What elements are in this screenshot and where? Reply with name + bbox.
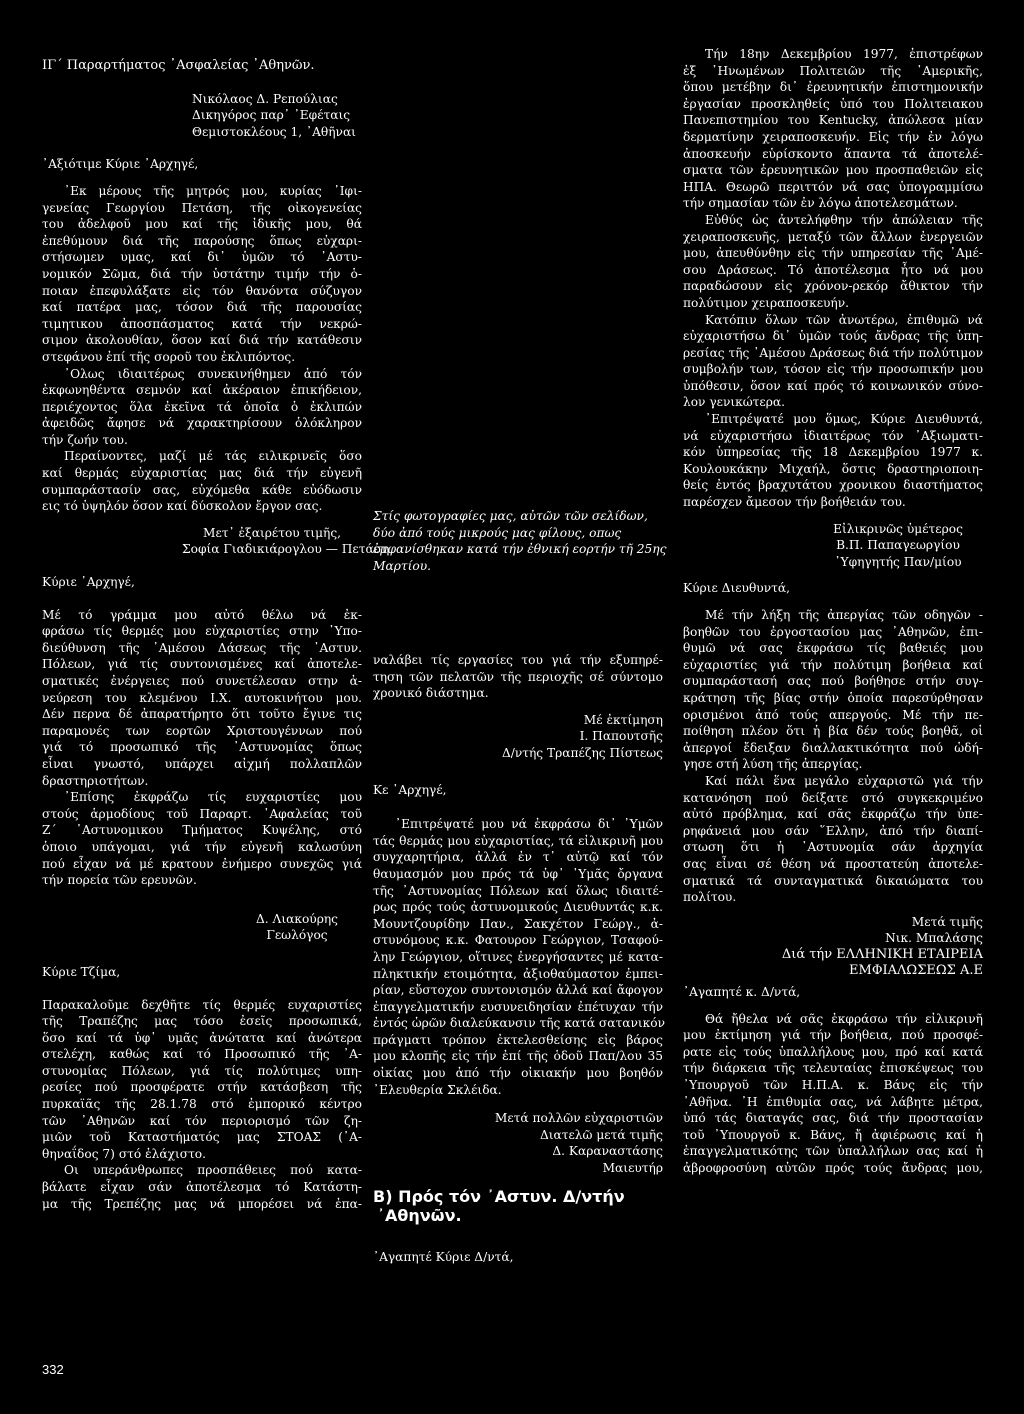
text-line: τήν σημασίαν τῶν ἐν λόγω ἀποτελεσμάτων.	[683, 196, 958, 211]
section-subheading	[373, 1187, 663, 1225]
text-line: ποίθηση πλέον ὅτι ἡ βία δέν τούς βοηθᾶ, οἱ	[683, 724, 983, 739]
text-line: στυνομίας Πόλεων, γιά τίς πολύτιμες υπη-	[42, 1063, 362, 1078]
text-line: τῆς Τραπέζης μας τόσο ἐσεῖς προσωπικά,	[42, 1014, 362, 1029]
paragraph	[373, 816, 663, 1098]
text-line: Παρακαλοῦμε δεχθῆτε τίς θερμές ευχαριστίες	[42, 997, 362, 1012]
signature-line: Δ. Λιακούρης	[255, 911, 339, 926]
text-line: φράσω τίς θερμές μου εὐχαριστίες στην ᾿Υπο-	[42, 624, 362, 639]
signature-line: Δ/ντής Τραπέζης Πίστεως	[501, 745, 663, 760]
text-line: Στίς φωτογραφίες μας, αὐτῶν τῶν σελίδων,	[373, 509, 648, 523]
signature-line: Διά τήν ΕΛΛΗΝΙΚΗ ΕΤΑΙΡΕΙΑ	[781, 946, 983, 962]
text-line: ᾿Εκ μέρους τῆς μητρός μου, κυρίας ᾿Ιφι-	[64, 183, 362, 198]
section-header: ΙΓ΄ Παραρτήματος ᾿Ασφαλείας ᾿Αθηνῶν.	[42, 58, 315, 73]
text-line: Καί πάλι ἕνα μεγάλο εὐχαριστῶ γιά τήν	[705, 773, 983, 788]
text-line: μου, ἀπευθύνθην εἰς τήν υπηρεσίαν τῆς ᾿Αμέ-	[683, 246, 983, 261]
text-line: ἐντός ὡρῶν διαλεύκανσιν τῆς κατά σατανικόν	[373, 1016, 665, 1031]
text-line: συμπαράστασή σας πού βοήθησε στήν συγ-	[683, 674, 983, 689]
paragraph	[42, 997, 362, 1163]
signature-line: Διατελῶ μετά τιμῆς	[539, 1127, 663, 1142]
text-line: δύο ἀπό τούς μικρούς μας φίλους, οπως	[373, 525, 622, 540]
text-line: νεύρεση του κλεμένου Ι.Χ. αυτοκινήτου μου.	[42, 690, 362, 705]
signature-line: Μαιευτήρ	[602, 1161, 663, 1176]
text-line: παρέσχεν ἄμεσον τήν βοήθειάν του.	[683, 495, 906, 510]
text-line: Πόλεων, γιά τίς συντονισμένες καί ἀποτελε-	[42, 657, 362, 672]
text-line: θαυμασμόν μου πρός τά ὑφ᾿ ᾿Υμᾶς ὄργανα	[373, 866, 663, 881]
text-line: ὅπου μετέβην δι᾿ ἐρευνητικήν ἐπιστημονικήν	[683, 80, 983, 95]
text-line: θυμῶ νά σας ἐκφράσω τίς βαθειές μου	[683, 641, 983, 656]
subheading-line: ᾿Αθηνῶν.	[377, 1205, 462, 1225]
text-line: ἐργασίαν προσκληθείς ὑπό του Πολιτειακου	[683, 96, 983, 111]
text-line: συμπαράστασίν σας, εὐχόμεθα κάθε εὐόδωσιν	[42, 482, 362, 497]
text-line: ᾿Επιτρέψατέ μου νά ἐκφράσω δι᾿ ᾿Υμῶν	[395, 817, 663, 832]
signature-block	[373, 1110, 663, 1176]
signature-line: Γεωλόγος	[266, 928, 328, 943]
text-line: σματικά τά συνταγματικά δικαιώματα του	[683, 873, 983, 888]
signature-line: ΕΜΦΙΑΛΩΣΕΩΣ Α.Ε	[849, 963, 983, 979]
text-line: νομικόν Σῶμα, διά τήν ὑστάτην τιμήν τήν ὁ-	[42, 266, 362, 281]
text-line: εις τό ὑψηλόν ὅσον καί δύσκολον ἔργον σας.	[42, 499, 323, 514]
text-line: μιῶν τοῦ Καταστήματός μας ΣΤΟΑΣ (᾿Α-	[42, 1130, 362, 1145]
text-line: βοηθῶν του ἐργοστασίου μας ᾿Αθηνῶν, ἐπι-	[683, 624, 983, 639]
text-line: θηναΐδος 7) στό ἐλάχιστο.	[42, 1146, 207, 1161]
text-line: δραστηριοτήτων.	[42, 773, 149, 788]
column-middle	[373, 508, 667, 574]
text-line: στελέχη, καθώς καί τό Προσωπικό τῆς ᾿Α-	[42, 1047, 362, 1062]
text-line: ἐμφανίσθηκαν κατά τήν ἐθνική εορτήν τῆ 25ης	[373, 542, 667, 557]
text-line: γενείας Γεωργίου Πετάση, τῆς οἰκογενείας	[42, 200, 362, 215]
text-line: ᾿Αθῆνα. ᾿Η ἐπιθυμία σας, νά λάβητε μέτρα,	[683, 1094, 983, 1109]
paragraph	[373, 652, 663, 702]
text-line: γιά τό προσωπικό τῆς ᾿Αστυνομίας ὅπως	[42, 740, 362, 755]
paragraph	[42, 607, 362, 790]
text-line: ἀπεργοί ἔδειξαν διαλλακτικότητα πού ὡδή-	[683, 740, 983, 755]
paragraph	[683, 212, 983, 312]
text-line: κατανόηση πού δείξατε στό συγκεκριμένο	[683, 790, 983, 805]
text-line: σματα τῶν ἐρευνητικῶν μου προσπαθειῶν εἰς	[683, 163, 983, 178]
paragraph	[683, 312, 983, 412]
text-line: Ζ΄ ᾿Αστυνομικου Τμήματος Κυψέλης, στό	[42, 823, 362, 838]
text-line: θείς ἐντός βραχυτάτου χρονικου διαστήματος	[683, 478, 983, 493]
text-line: ἀβροφροσύνη αὐτῶν πρός τούς ἄνδρας μου,	[683, 1161, 983, 1175]
text-line: ᾿Ολως ιδιαιτέρως συνεκινήθημεν ἀπό τόν	[64, 366, 362, 381]
text-line: Περαίνοντες, μαζί μέ τάς ειλικρινεῖς ὅσο	[64, 449, 362, 464]
text-line: στωση ὅτι ἡ ᾿Αστυνομία σάν ἀρχηγία	[683, 840, 983, 855]
text-line: μα τῆς Τρεπέζης μας νά μπορέσει νά ἐπα-	[42, 1196, 362, 1211]
text-line: καί πατέρα μας, τόσον διά τῆς παρουσίας	[42, 300, 362, 315]
text-line: τήν πορεία τῶν ερευνῶν.	[42, 873, 197, 888]
text-line: ἀφειδῶς ἄφησε νά χαρακτηρίσουν ὁλόκληρον	[42, 416, 362, 431]
text-line: ναλάβει τίς εργασίες του γιά τήν εξυπηρέ-	[373, 653, 663, 667]
signature-line: Νικ. Μπαλάσης	[885, 931, 983, 946]
text-line: ὑπό τάς διαταγάς σας, διά τήν προστασίαν	[683, 1111, 983, 1126]
paragraph	[42, 183, 362, 366]
text-line: ΗΠΑ. Θεωρῶ περιττόν νά σας ὑπογραμμίσω	[683, 179, 983, 194]
text-line: πού εἶχαν νά μέ κρατουν ἐνήμερο συνεχῶς γιά	[42, 856, 362, 871]
signature-block	[182, 525, 390, 558]
text-line: στούς ἁρμοδίους τοῦ Παραρτ. ᾿Αφαλείας τοῦ	[42, 806, 362, 821]
paragraph	[42, 1162, 362, 1212]
text-line: ρηφάνειά μου σάν ῞Ελλην, ἀπό τήν διαπί-	[683, 823, 983, 838]
text-line: ἀποσκευήν εὑρίσκοντο ἅπαντα τά ἀποτελέ-	[683, 146, 983, 161]
text-line: ὁποιο υπάγομαι, γιά τήν εὐγενῆ καλωσύνη	[42, 839, 362, 854]
text-line: καί θερμάς εὐχαριστίας μας διά τήν εὐγενῆ	[42, 466, 362, 481]
text-line: ᾿Επιτρέψατέ μου ὅμως, Κύριε Διευθυντά,	[705, 412, 983, 427]
paragraph	[683, 46, 983, 212]
text-line: ᾿Ελευθερία Σκλέιδα.	[373, 1082, 502, 1097]
signature-line: Εἰλικρινῶς ὑμέτερος	[833, 521, 963, 536]
text-line: τῶν ᾿Αθηνῶν καί τόν περιορισμό τῶν ζη-	[42, 1113, 362, 1128]
signature-line: Μετά τιμῆς	[911, 914, 983, 929]
greeting: Κύριε Διευθυντά,	[683, 581, 790, 596]
text-line: Μαρτίου.	[373, 558, 432, 573]
text-line: σας εἶναι σέ θέση νά προστατεύη ἀποτελε-	[683, 856, 983, 871]
text-line: διεύθυνση τῆς ᾿Αμέσου Δάσεως τῆς ᾿Αστυν.	[42, 640, 362, 655]
text-line: ὑπόθεσιν, ὅσον καί πρός τό κοινωνικόν σύνο-	[683, 378, 983, 393]
sender-line: Δικηγόρος παρ᾿ ᾿Εφέταις	[192, 108, 351, 123]
text-line: συγχαρητήρια, ἀλλά ἐν τ᾿ αὐτῷ καί τόν	[373, 850, 663, 865]
text-line: σματικές ἐνέργειες πού συνετέλεσαν στην ἀ-	[42, 674, 362, 688]
greeting: Κε ᾿Αρχηγέ,	[373, 782, 447, 797]
sender-line: Νικόλαος Δ. Ρεπούλιας	[192, 91, 338, 106]
signature-line: ᾿Υφηγητής Παν/μίου	[834, 554, 962, 569]
greeting: ᾿Αξιότιμε Κύριε ᾿Αρχηγέ,	[42, 157, 199, 172]
text-line: τάς θερμάς μου εὐχαριστίας, τά εἰλικρινῆ μου	[373, 833, 663, 848]
text-line: ὅσο καί τά ὑφ᾿ υμᾶς ἀνώτατα καί ἀνώτερα	[42, 1030, 362, 1045]
text-line: περιέχοντος ὅλα ἐκεῖνα τά ὁποῖα ὁ ἐκλιπών	[42, 399, 362, 414]
text-line: Οι υπεράνθρωπες προσπάθειες πού κατα-	[64, 1163, 362, 1178]
text-line: αὐτό πρόβλημα, καί σᾶς ἐκφράζω τήν ὑπε-	[683, 807, 983, 822]
text-line: ρεσίας τῆς ᾿Αμέσου Δράσεως διά τήν πολύτιμον	[683, 345, 984, 360]
signature-line: Σοφία Γιαδικιάρογλου — Πετάση	[182, 542, 390, 557]
text-line: γησε στή λύση τῆς ἀπεργίας.	[683, 757, 863, 772]
greeting: ᾿Αγαπητέ Κύριε Δ/ντά,	[373, 1249, 514, 1264]
text-line: Μέ τό γράμμα μου αὐτό θέλω νά ἐκ-	[42, 607, 362, 622]
text-line: κράτηση τῆς βίας στήν ὁποία παρεσύρθησαν	[683, 690, 983, 705]
text-line: Θά ἤθελα νά σᾶς ἐκφράσω τήν εἰλικρινῆ	[705, 1011, 983, 1026]
signature-line: Β.Π. Παπαγεωργίου	[836, 538, 960, 553]
text-line: οἰκίας μου ἀπό τήν οἰκιακήν μου βοηθόν	[373, 1066, 663, 1081]
paragraph	[683, 1011, 983, 1177]
text-line: πολύτιμον χειραποσκευήν.	[683, 295, 850, 310]
text-line: στυνόμους κ.κ. Φατουρον Γεώργιον, Τσαφού-	[373, 933, 663, 948]
text-line: τήν ζωήν του.	[42, 432, 128, 447]
text-line: λον γενικώτερα.	[683, 395, 786, 410]
text-line: ρως πρός τούς ἀστυνομικούς Διευθυντάς κ.κ.	[373, 900, 663, 915]
text-line: Δέν περνα δέ ἀπαρατήρητο ὅτι τοῦτο ἔγινε τις	[42, 707, 362, 722]
text-line: σου Δράσεως. Τό ἀποτέλεσμα ἦτο νά μου	[683, 262, 983, 277]
text-line: στεφάνου ἐπί τῆς σοροῦ του ἐκλιπόντος.	[42, 349, 296, 364]
subheading-line: Β) Πρός τόν ᾿Αστυν. Δ/ντήν	[373, 1186, 625, 1206]
text-line: Εὐθύς ὡς ἀντελήφθην τήν ἀπώλειαν τῆς	[705, 212, 983, 227]
sender-line: Θεμιστοκλέους 1, ᾿Αθῆναι	[192, 124, 356, 139]
signature-line: Μετ᾿ ἐξαιρέτου τιμῆς,	[202, 525, 342, 540]
text-line: τῆς ᾿Αστυνομίας Πόλεων καί ὅλως ιδιαιτέ-	[373, 883, 663, 898]
signature-line: Μετά πολλῶν εὐχαριστιῶν	[494, 1111, 663, 1126]
paragraph	[42, 366, 362, 449]
text-line: ᾿Υπουργοῦ τῶν Η.Π.Α. κ. Βάνς εἰς τήν	[683, 1078, 983, 1093]
text-line: τοῦ ᾿Υπουργοῦ κ. Βάνς, ἤ ἀφιέρωσις καί ἡ	[683, 1127, 983, 1142]
page-number: 332	[42, 1362, 64, 1377]
text-line: ἐπαγγελματικότης τῶν ὑπαλλήλων σας καί ἡ	[683, 1144, 983, 1159]
signature-block	[683, 914, 983, 980]
text-line: ρατε εἰς τούς ὑπαλλήλους μου, πρό καί κατά	[683, 1044, 983, 1059]
text-line: Κουλουκάκην Μιχαήλ, ὅστις δραστηριοποιη-	[683, 461, 983, 476]
text-line: παραδώσουν εἰς χρόνον-ρεκόρ ἄθικτον τήν	[683, 279, 983, 294]
column-middle-text	[373, 652, 663, 1265]
text-line: βάλατε εἶχαν σάν ἀποτέλεσμα τό Κατάστη-	[42, 1180, 362, 1195]
text-line: εὐχαριστήσω δι᾿ ὑμῶν τούς ἄνδρας τῆς ὑπη-	[683, 329, 983, 344]
greeting: Κύριε ᾿Αρχηγέ,	[42, 575, 135, 590]
signature-block	[373, 712, 663, 762]
signature-line: Δ. Καραναστάσης	[552, 1144, 663, 1159]
text-line: μου ἐκτίμηση γιά τήν βοήθεια, πού προσφέ-	[683, 1028, 983, 1043]
text-line: εὐχαριστίες γιά τήν πολύτιμη βοήθεια καί	[683, 657, 983, 672]
text-line: ἐξ ᾿Ηνωμένων Πολιτειῶν τῆς ᾿Αμερικῆς,	[683, 63, 983, 78]
text-line: ᾿Επίσης ἐκφράζω τίς ευχαριστίες μου	[64, 790, 362, 805]
paragraph	[683, 773, 983, 906]
greeting: Κύριε Τζίμα,	[42, 964, 121, 979]
text-line: πυρκαϊᾶς τῆς 28.1.78 στό ἐμπορικό κέντρο	[42, 1097, 362, 1112]
signature-block	[813, 521, 983, 571]
text-line: Τήν 18ην Δεκεμβρίου 1977, ἐπιστρέφων	[705, 47, 983, 61]
text-line: τιμητικου ἀποσπάσματος κατά τήν νεκρώ-	[42, 316, 362, 331]
text-line: νά εὐχαριστήσω ἰδιαιτέρως τόν ᾿Αξιωματι-	[683, 428, 983, 443]
text-line: σιμον ἀκολουθίαν, ὅσον καί διά τήν κατάθεσιν	[42, 333, 362, 348]
text-line: κόν ὑπηρεσίας τῆς 18 Δεκεμβρίου 1977 κ.	[683, 445, 983, 460]
text-line: πολίτου.	[683, 890, 737, 905]
column-right	[683, 46, 983, 1177]
text-line: λην Γεώργιον, οἵτινες ἐνεργήσαντες μέ κατα-	[373, 949, 663, 964]
text-line: στήσωμεν υμας, καί δι᾿ ὑμῶν τό ᾿Αστυ-	[42, 250, 362, 265]
text-line: τήν διάρκεια τῆς τελευταίας ἐπισκέψεως του	[683, 1061, 983, 1076]
text-line: ρεσίες πού προσφέρατε στήν κατάσβεση τῆς	[42, 1080, 362, 1095]
text-line: ἐπεθύμουν διά τῆς παρούσης ὅπως εὐχαρι-	[42, 233, 362, 248]
paragraph	[683, 411, 983, 511]
column-left	[42, 58, 390, 1212]
text-line: ἐπαγγελματικήν ευσυνειδησίαν ἐπέτυχαν τήν	[373, 999, 663, 1014]
text-line: συμβολήν των, τόσον εἰς τήν προσωπικήν μου	[683, 362, 983, 377]
text-line: του ἀδελφοῦ μου καί τῆς ἰδικῆς μου, θά	[42, 217, 362, 232]
text-line: ορισμένοι ἀπό τούς απεργούς. Μέ τήν πε-	[683, 707, 983, 722]
paragraph	[683, 607, 983, 773]
text-line: παραμονές των εορτῶν Χριστουγέννων πού	[42, 723, 362, 738]
text-line: Πανεπιστημίου του Kentucky, ἀπώλεσα μίαν	[683, 113, 983, 128]
text-line: πληκτικήν ετοιμότητα, ἀξιοθαύμαστον ἐμπει-	[373, 966, 663, 981]
text-line: Μέ τήν λήξη τῆς ἀπεργίας τῶν οδηγῶν -	[705, 608, 983, 622]
signature-block	[232, 911, 362, 944]
signature-line: Μέ ἐκτίμηση	[583, 712, 663, 727]
greeting: ᾿Αγαπητέ κ. Δ/ντά,	[683, 985, 801, 1000]
text-line: τηση τῶν πελατῶν τῆς περιοχῆς σέ σύντομο	[373, 669, 663, 684]
text-line: εἶναι γνωστό, υπάρχει αἰχμή πολλαπλῶν	[42, 756, 362, 771]
sender-block-1	[192, 91, 362, 141]
text-line: δερματίνην χειραποσκευήν. Εἰς τήν ἐν λόγω	[683, 129, 983, 144]
text-line: ποιαν ἐπεφυλάξατε εἰς τόν θανόντα σύζυγον	[42, 283, 362, 298]
text-line: χρονικό διάστημα.	[373, 686, 489, 701]
text-line: Μουντζουρίδην Παν., Σακχέτον Γεώργ., ἀ-	[373, 916, 663, 931]
photo-caption	[373, 508, 667, 574]
text-line: χειραποσκευῆς, μεταξύ τῶν ἄλλων ἐνεργειῶν	[683, 229, 983, 244]
text-line: μου κλοπῆς εἰς τήν ἐπί τῆς ὁδοῦ Παπ/λου 35	[373, 1049, 663, 1064]
paragraph	[42, 789, 362, 889]
text-line: ρίαν, εὔστοχον συντονισμόν ἀλλά καί ἄφογον	[373, 983, 663, 998]
signature-line: Ι. Παπουτσῆς	[579, 729, 663, 744]
paragraph	[42, 448, 362, 514]
text-line: ἐκφωνηθέντα σεμνόν καί ἀκέραιον ἐπικήδειον,	[42, 383, 362, 398]
text-line: πράγματι τρόπον ἐκτελεσθείσης εἰς βάρος	[373, 1032, 663, 1047]
text-line: Κατόπιν ὅλων τῶν ἀνωτέρω, ἐπιθυμῶ νά	[705, 312, 983, 327]
